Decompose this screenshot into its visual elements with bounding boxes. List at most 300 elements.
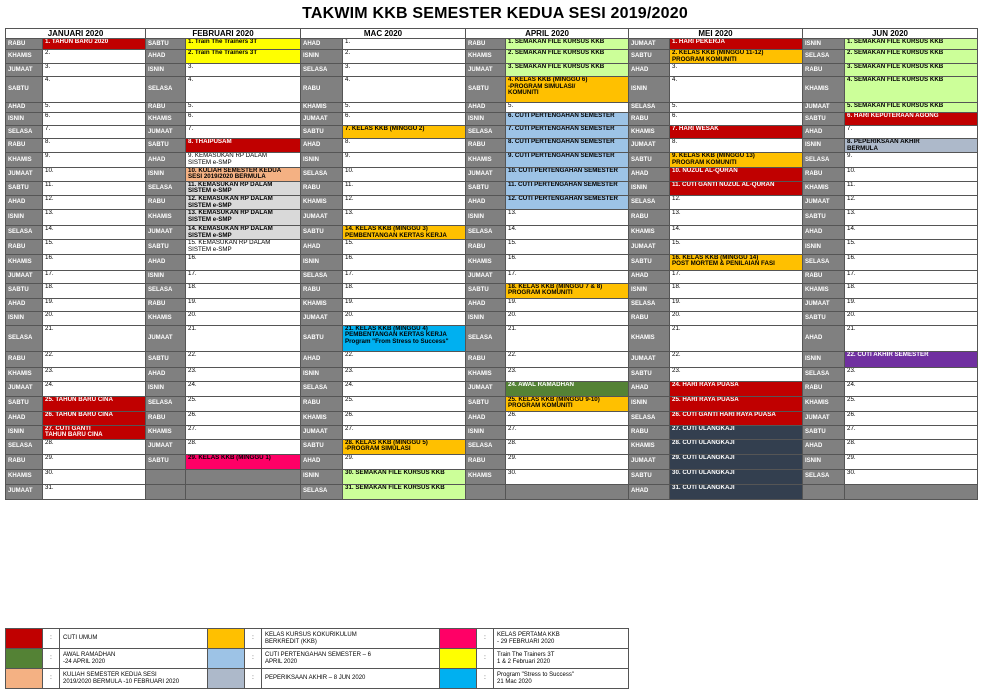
legend-separator: : <box>245 649 262 669</box>
date-cell: 22. <box>506 351 629 367</box>
weekday-cell: SELASA <box>466 439 506 454</box>
weekday-cell: SABTU <box>146 351 186 367</box>
event-cell: 31. CUTI ULANGKAJI <box>670 484 803 499</box>
weekday-cell: JUMAAT <box>803 298 845 311</box>
legend-separator: : <box>477 649 494 669</box>
date-cell: 16. <box>845 254 978 270</box>
date-cell: 6. <box>186 113 301 126</box>
calendar-row <box>6 195 978 209</box>
weekday-cell: RABU <box>301 77 343 103</box>
event-cell: 30. CUTI ULANGKAJI <box>670 469 803 484</box>
calendar-row <box>6 425 978 439</box>
weekday-cell: SABTU <box>629 469 670 484</box>
date-cell: 13. <box>845 210 978 226</box>
weekday-cell: ISNIN <box>466 425 506 439</box>
event-cell: 30. SEMAKAN FILE KURSUS KKB <box>343 469 466 484</box>
calendar-row <box>6 226 978 240</box>
weekday-cell: KHAMIS <box>466 153 506 167</box>
date-cell: 29. <box>43 454 146 469</box>
date-cell: 23. <box>343 367 466 381</box>
event-cell: 1. TAHUN BARU 2020 <box>43 39 146 50</box>
event-cell: 7. HARI WESAK <box>670 126 803 139</box>
date-cell: 17. <box>343 270 466 283</box>
event-cell: 16. KELAS KKB (MINGGU 14) POST MORTEM & PENILAIAN FASI <box>670 254 803 270</box>
legend-swatch <box>208 649 245 669</box>
weekday-cell: ISNIN <box>629 77 670 103</box>
weekday-cell: SABTU <box>301 226 343 240</box>
date-cell: 11. <box>343 181 466 195</box>
date-cell: 5. <box>343 103 466 113</box>
date-cell: 13. <box>670 210 803 226</box>
date-cell: 5. <box>43 103 146 113</box>
event-cell: 7. KELAS KKB (MINGGU 2) <box>343 126 466 139</box>
weekday-cell: ISNIN <box>803 240 845 254</box>
weekday-cell: KHAMIS <box>466 469 506 484</box>
weekday-cell: SELASA <box>466 226 506 240</box>
weekday-cell: AHAD <box>629 64 670 77</box>
month-header: JUN 2020 <box>803 29 978 39</box>
legend-swatch <box>440 669 477 689</box>
weekday-cell: RABU <box>466 351 506 367</box>
weekday-cell: KHAMIS <box>6 367 43 381</box>
calendar-row <box>6 439 978 454</box>
date-cell: 3. <box>43 64 146 77</box>
date-cell: 16. <box>506 254 629 270</box>
weekday-cell: SELASA <box>301 167 343 181</box>
weekday-cell: SABTU <box>6 181 43 195</box>
calendar-row <box>6 351 978 367</box>
weekday-cell: SABTU <box>803 113 845 126</box>
weekday-cell: SABTU <box>466 283 506 298</box>
event-cell: 21. KELAS KKB (MINGGU 4) PEMBENTANGAN KERTAS KERJA Program "From Stress to Success" <box>343 325 466 351</box>
weekday-cell: SABTU <box>6 77 43 103</box>
weekday-cell: ISNIN <box>803 454 845 469</box>
weekday-cell: ISNIN <box>301 50 343 64</box>
date-cell: 10. <box>845 167 978 181</box>
weekday-cell: AHAD <box>803 126 845 139</box>
date-cell: 17. <box>186 270 301 283</box>
event-cell: 26. TAHUN BARU CINA <box>43 411 146 425</box>
event-cell: 1. SEMAKAN FILE KURSUS KKB <box>845 39 978 50</box>
date-cell: 6. <box>43 113 146 126</box>
date-cell: 27. <box>186 425 301 439</box>
date-cell: 1. <box>343 39 466 50</box>
weekday-cell: SELASA <box>146 77 186 103</box>
date-cell: 19. <box>43 298 146 311</box>
weekday-cell: ISNIN <box>466 210 506 226</box>
event-cell: 25. TAHUN BARU CINA <box>43 396 146 411</box>
event-cell: 13. KEMASUKAN RP DALAM SISTEM e-SMP <box>186 210 301 226</box>
weekday-cell: SABTU <box>6 283 43 298</box>
event-cell: 2. Train The Trainers 3T <box>186 50 301 64</box>
date-cell: 9. <box>343 153 466 167</box>
weekday-cell: RABU <box>629 311 670 325</box>
date-cell: 25. <box>845 396 978 411</box>
month-header-row <box>6 29 978 39</box>
date-cell: 3. <box>670 64 803 77</box>
date-cell: 19. <box>670 298 803 311</box>
date-cell: 13. <box>506 210 629 226</box>
date-cell: 4. <box>43 77 146 103</box>
date-cell: 31. <box>43 484 146 499</box>
weekday-cell: JUMAAT <box>466 167 506 181</box>
weekday-cell: SELASA <box>629 195 670 209</box>
weekday-cell: AHAD <box>301 454 343 469</box>
calendar-row <box>6 103 978 113</box>
weekday-cell: AHAD <box>6 195 43 209</box>
date-cell: 21. <box>506 325 629 351</box>
weekday-cell: JUMAAT <box>146 439 186 454</box>
date-cell: 18. <box>343 283 466 298</box>
weekday-cell: SELASA <box>803 50 845 64</box>
calendar-row <box>6 469 978 484</box>
date-cell: 29. <box>845 454 978 469</box>
event-cell: 22. CUTI AKHIR SEMESTER <box>845 351 978 367</box>
weekday-cell: SELASA <box>301 64 343 77</box>
date-cell: 7. <box>43 126 146 139</box>
legend-table <box>5 628 629 689</box>
weekday-cell: JUMAAT <box>146 226 186 240</box>
weekday-cell: ISNIN <box>466 311 506 325</box>
event-cell <box>186 469 301 484</box>
weekday-cell: SELASA <box>146 396 186 411</box>
date-cell: 10. <box>43 167 146 181</box>
weekday-cell: SABTU <box>466 396 506 411</box>
weekday-cell: RABU <box>803 270 845 283</box>
event-cell: 28. CUTI ULANGKAJI <box>670 439 803 454</box>
weekday-cell: RABU <box>301 283 343 298</box>
legend-separator: : <box>43 669 60 689</box>
date-cell: 26. <box>506 411 629 425</box>
date-cell: 22. <box>343 351 466 367</box>
calendar-row <box>6 254 978 270</box>
weekday-cell: SABTU <box>146 240 186 254</box>
date-cell: 19. <box>506 298 629 311</box>
weekday-cell: SELASA <box>301 381 343 396</box>
event-cell: 25. KELAS KKB (MINGGU 9-10) PROGRAM KOMUNITI <box>506 396 629 411</box>
date-cell: 26. <box>186 411 301 425</box>
weekday-cell: AHAD <box>6 411 43 425</box>
date-cell: 16. <box>43 254 146 270</box>
weekday-cell: AHAD <box>466 103 506 113</box>
date-cell: 30. <box>845 469 978 484</box>
event-cell: 6. CUTI PERTENGAHAN SEMESTER <box>506 113 629 126</box>
weekday-cell: JUMAAT <box>466 64 506 77</box>
date-cell: 30. <box>506 469 629 484</box>
date-cell: 26. <box>343 411 466 425</box>
event-cell: 14. KELAS KKB (MINGGU 3) PEMBENTANGAN KERTAS KERJA <box>343 226 466 240</box>
weekday-cell: SABTU <box>301 325 343 351</box>
weekday-cell: ISNIN <box>146 381 186 396</box>
weekday-cell: SABTU <box>629 153 670 167</box>
weekday-cell: KHAMIS <box>301 298 343 311</box>
weekday-cell: RABU <box>466 454 506 469</box>
weekday-cell: RABU <box>6 454 43 469</box>
legend-row <box>6 669 629 689</box>
weekday-cell: RABU <box>146 195 186 209</box>
event-cell: 18. KELAS KKB (MINGGU 7 & 8) PROGRAM KOMUNITI <box>506 283 629 298</box>
event-cell: 28. KELAS KKB (MINGGU 5) -PROGRAM SIMULASI <box>343 439 466 454</box>
weekday-cell: AHAD <box>301 240 343 254</box>
calendar-row <box>6 298 978 311</box>
weekday-cell: SELASA <box>803 153 845 167</box>
event-cell: 14. KEMASUKAN RP DALAM SISTEM e-SMP <box>186 226 301 240</box>
weekday-cell: RABU <box>6 240 43 254</box>
event-cell: 11. CUTI GANTI NUZUL AL-QURAN <box>670 181 803 195</box>
weekday-cell: ISNIN <box>146 167 186 181</box>
legend-separator: : <box>477 669 494 689</box>
date-cell: 5. <box>506 103 629 113</box>
weekday-cell: RABU <box>6 351 43 367</box>
month-header: JANUARI 2020 <box>6 29 146 39</box>
date-cell: 20. <box>506 311 629 325</box>
date-cell: 19. <box>186 298 301 311</box>
weekday-cell: SABTU <box>146 454 186 469</box>
legend-label: Train The Trainers 3T 1 & 2 Februari 2020 <box>494 649 629 669</box>
page-title: TAKWIM KKB SEMESTER KEDUA SESI 2019/2020 <box>302 5 688 22</box>
date-cell: 14. <box>670 226 803 240</box>
calendar-row <box>6 64 978 77</box>
weekday-cell: SABTU <box>803 425 845 439</box>
weekday-cell: ISNIN <box>803 39 845 50</box>
date-cell: 18. <box>186 283 301 298</box>
event-cell: 6. HARI KEPUTERAAN AGONG <box>845 113 978 126</box>
weekday-cell: AHAD <box>803 439 845 454</box>
date-cell: 13. <box>343 210 466 226</box>
date-cell: 30. <box>43 469 146 484</box>
calendar-row <box>6 283 978 298</box>
weekday-cell: KHAMIS <box>146 113 186 126</box>
calendar-row <box>6 325 978 351</box>
weekday-cell: JUMAAT <box>301 113 343 126</box>
weekday-cell: SELASA <box>803 367 845 381</box>
date-cell: 27. <box>845 425 978 439</box>
date-cell: 17. <box>506 270 629 283</box>
weekday-cell: AHAD <box>466 411 506 425</box>
date-cell: 8. <box>670 139 803 153</box>
event-cell: 8. CUTI PERTENGAHAN SEMESTER <box>506 139 629 153</box>
weekday-cell: ISNIN <box>301 469 343 484</box>
event-cell: 11. KEMASUKAN RP DALAM SISTEM e-SMP <box>186 181 301 195</box>
weekday-cell: RABU <box>301 181 343 195</box>
weekday-cell: SABTU <box>301 439 343 454</box>
calendar-row <box>6 484 978 499</box>
date-cell: 3. <box>343 64 466 77</box>
date-cell: 17. <box>845 270 978 283</box>
calendar-row <box>6 181 978 195</box>
calendar-row <box>6 381 978 396</box>
weekday-cell: ISNIN <box>6 311 43 325</box>
weekday-cell: AHAD <box>301 351 343 367</box>
weekday-cell: SABTU <box>146 139 186 153</box>
date-cell: 16. <box>343 254 466 270</box>
date-cell: 12. <box>43 195 146 209</box>
date-cell: 20. <box>845 311 978 325</box>
legend-separator: : <box>477 629 494 649</box>
weekday-cell: KHAMIS <box>301 411 343 425</box>
event-cell <box>506 484 629 499</box>
date-cell: 11. <box>845 181 978 195</box>
event-cell: 4. KELAS KKB (MINGGU 6) -PROGRAM SIMULASI/ KOMUNITI <box>506 77 629 103</box>
weekday-cell: SELASA <box>629 298 670 311</box>
date-cell: 9. <box>845 153 978 167</box>
weekday-cell: JUMAAT <box>6 64 43 77</box>
weekday-cell: KHAMIS <box>301 195 343 209</box>
weekday-cell: AHAD <box>803 325 845 351</box>
weekday-cell: KHAMIS <box>146 210 186 226</box>
weekday-cell: JUMAAT <box>803 411 845 425</box>
calendar-row <box>6 126 978 139</box>
date-cell: 14. <box>845 226 978 240</box>
legend-label: Program "Stress to Success" 21 Mac 2020 <box>494 669 629 689</box>
legend-row <box>6 649 629 669</box>
date-cell: 21. <box>845 325 978 351</box>
date-cell: 24. <box>845 381 978 396</box>
event-cell: 29. CUTI ULANGKAJI <box>670 454 803 469</box>
weekday-cell: RABU <box>629 210 670 226</box>
date-cell: 17. <box>43 270 146 283</box>
weekday-cell: RABU <box>301 396 343 411</box>
date-cell: 10. <box>343 167 466 181</box>
event-cell: 12. KEMASUKAN RP DALAM SISTEM e-SMP <box>186 195 301 209</box>
weekday-cell: KHAMIS <box>146 425 186 439</box>
date-cell: 28. <box>506 439 629 454</box>
weekday-cell: SELASA <box>6 325 43 351</box>
date-cell: 12. <box>670 195 803 209</box>
date-cell: 18. <box>845 283 978 298</box>
date-cell: 18. <box>43 283 146 298</box>
date-cell: 18. <box>670 283 803 298</box>
event-cell: 10. KULIAH SEMESTER KEDUA SESI 2019/2020 BERMULA <box>186 167 301 181</box>
weekday-cell: AHAD <box>301 39 343 50</box>
calendar-row <box>6 210 978 226</box>
date-cell: 8. <box>43 139 146 153</box>
date-cell: 15. <box>670 240 803 254</box>
weekday-cell: AHAD <box>803 226 845 240</box>
weekday-cell: JUMAAT <box>146 325 186 351</box>
weekday-cell: AHAD <box>146 50 186 64</box>
weekday-cell: JUMAAT <box>629 351 670 367</box>
date-cell: 2. <box>343 50 466 64</box>
weekday-cell <box>803 484 845 499</box>
event-cell: 12. CUTI PERTENGAHAN SEMESTER <box>506 195 629 209</box>
date-cell: 25. <box>186 396 301 411</box>
weekday-cell: ISNIN <box>146 270 186 283</box>
event-cell: 2. SEMAKAN FILE KURSUS KKB <box>506 50 629 64</box>
date-cell: 19. <box>343 298 466 311</box>
event-cell: 25. HARI RAYA PUASA <box>670 396 803 411</box>
weekday-cell: JUMAAT <box>466 270 506 283</box>
weekday-cell: JUMAAT <box>6 484 43 499</box>
date-cell: 6. <box>670 113 803 126</box>
event-cell: 1. Train The Trainers 3T <box>186 39 301 50</box>
date-cell: 29. <box>343 454 466 469</box>
calendar-row <box>6 311 978 325</box>
weekday-cell: ISNIN <box>466 113 506 126</box>
legend-swatch <box>6 629 43 649</box>
event-cell: 5. SEMAKAN FILE KURSUS KKB <box>845 103 978 113</box>
date-cell: 21. <box>43 325 146 351</box>
legend-label: CUTI PERTENGAHAN SEMESTER – 6 APRIL 2020 <box>262 649 440 669</box>
calendar-row <box>6 167 978 181</box>
calendar-row <box>6 113 978 126</box>
date-cell: 12. <box>343 195 466 209</box>
weekday-cell: KHAMIS <box>803 283 845 298</box>
date-cell: 27. <box>506 425 629 439</box>
date-cell: 11. <box>43 181 146 195</box>
calendar-table <box>5 28 978 500</box>
date-cell: 28. <box>43 439 146 454</box>
weekday-cell: AHAD <box>6 103 43 113</box>
date-cell: 27. <box>343 425 466 439</box>
date-cell: 29. <box>506 454 629 469</box>
weekday-cell: KHAMIS <box>466 367 506 381</box>
weekday-cell: RABU <box>146 411 186 425</box>
date-cell: 28. <box>845 439 978 454</box>
event-cell: 10. CUTI PERTENGAHAN SEMESTER <box>506 167 629 181</box>
weekday-cell: ISNIN <box>146 64 186 77</box>
weekday-cell: JUMAAT <box>629 39 670 50</box>
calendar-row <box>6 396 978 411</box>
event-cell: 9. CUTI PERTENGAHAN SEMESTER <box>506 153 629 167</box>
weekday-cell: JUMAAT <box>803 195 845 209</box>
weekday-cell: SABTU <box>146 39 186 50</box>
weekday-cell: SABTU <box>803 210 845 226</box>
date-cell: 3. <box>186 64 301 77</box>
event-cell: 1. SEMAKAN FILE KURSUS KKB <box>506 39 629 50</box>
event-cell: 3. SEMAKAN FILE KURSUS KKB <box>506 64 629 77</box>
date-cell: 25. <box>343 396 466 411</box>
weekday-cell: SABTU <box>301 126 343 139</box>
date-cell: 16. <box>186 254 301 270</box>
event-cell: 29. KELAS KKB (MINGGU 1) <box>186 454 301 469</box>
weekday-cell: ISNIN <box>629 396 670 411</box>
weekday-cell: KHAMIS <box>629 325 670 351</box>
weekday-cell: SELASA <box>629 411 670 425</box>
weekday-cell: ISNIN <box>6 425 43 439</box>
date-cell: 22. <box>43 351 146 367</box>
weekday-cell: SABTU <box>466 181 506 195</box>
date-cell: 15. KEMASUKAN RP DALAM SISTEM e-SMP <box>186 240 301 254</box>
weekday-cell: SELASA <box>6 126 43 139</box>
date-cell: 2. <box>43 50 146 64</box>
weekday-cell: KHAMIS <box>146 311 186 325</box>
weekday-cell: JUMAAT <box>6 381 43 396</box>
weekday-cell: RABU <box>803 381 845 396</box>
date-cell: 5. <box>186 103 301 113</box>
weekday-cell: SELASA <box>466 325 506 351</box>
event-cell: 3. SEMAKAN FILE KURSUS KKB <box>845 64 978 77</box>
weekday-cell: AHAD <box>629 270 670 283</box>
weekday-cell: AHAD <box>466 195 506 209</box>
date-cell: 9. <box>43 153 146 167</box>
weekday-cell <box>146 484 186 499</box>
weekday-cell: JUMAAT <box>301 311 343 325</box>
weekday-cell: KHAMIS <box>301 103 343 113</box>
weekday-cell: SELASA <box>803 254 845 270</box>
legend-swatch <box>6 649 43 669</box>
date-cell: 20. <box>186 311 301 325</box>
date-cell: 7. <box>845 126 978 139</box>
calendar-row <box>6 454 978 469</box>
weekday-cell: JUMAAT <box>466 381 506 396</box>
date-cell: 20. <box>43 311 146 325</box>
date-cell: 21. <box>186 325 301 351</box>
weekday-cell: RABU <box>803 167 845 181</box>
weekday-cell: RABU <box>146 103 186 113</box>
date-cell: 8. <box>343 139 466 153</box>
weekday-cell: SELASA <box>6 439 43 454</box>
